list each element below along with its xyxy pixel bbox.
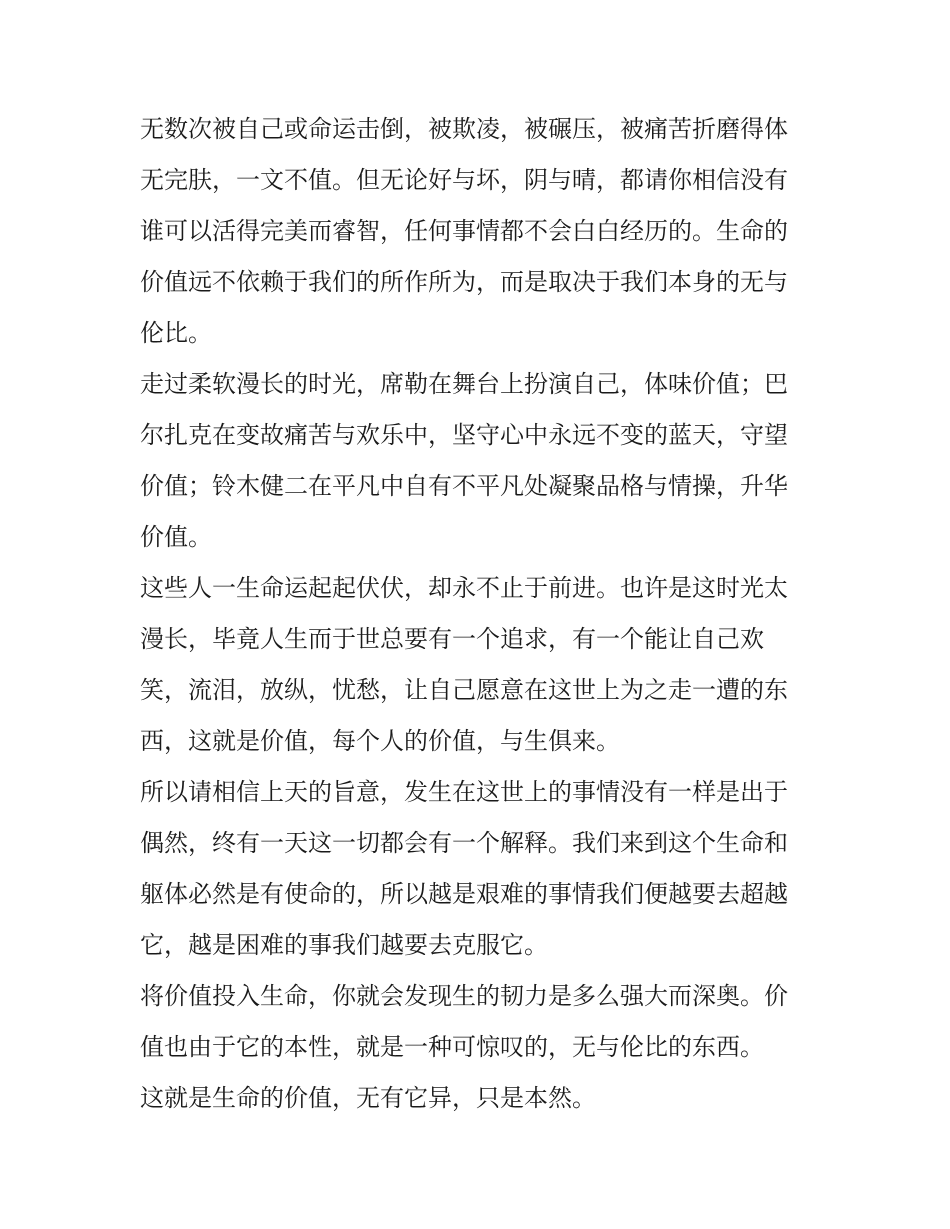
text-line: 尔扎克在变故痛苦与欢乐中，坚守心中永远不变的蓝天，守望 (140, 421, 788, 449)
text-line: 价值。 (140, 523, 212, 551)
text-line: 笑，流泪，放纵，忧愁，让自己愿意在这世上为之走一遭的东 (140, 676, 788, 704)
text-line: 走过柔软漫长的时光，席勒在舞台上扮演自己，体味价值；巴 (140, 370, 788, 398)
text-line: 偶然，终有一天这一切都会有一个解释。我们来到这个生命和 (140, 829, 788, 857)
text-line: 漫长，毕竟人生而于世总要有一个追求，有一个能让自己欢 (140, 625, 764, 653)
text-line: 这就是生命的价值，无有它异，只是本然。 (140, 1084, 596, 1112)
text-line: 这些人一生命运起起伏伏，却永不止于前进。也许是这时光太 (140, 574, 788, 602)
text-line: 西，这就是价值，每个人的价值，与生俱来。 (140, 727, 620, 755)
body-text (140, 104, 812, 1124)
text-line: 它，越是困难的事我们越要去克服它。 (140, 931, 548, 959)
text-line: 躯体必然是有使命的，所以越是艰难的事情我们便越要去超越 (140, 880, 788, 908)
text-line: 价值远不依赖于我们的所作所为，而是取决于我们本身的无与 (140, 268, 788, 296)
text-line: 伦比。 (140, 319, 212, 347)
text-line: 无完肤，一文不值。但无论好与坏，阴与晴，都请你相信没有 (140, 166, 788, 194)
text-line: 值也由于它的本性，就是一种可惊叹的，无与伦比的东西。 (140, 1033, 764, 1061)
text-line: 将价值投入生命，你就会发现生的韧力是多么强大而深奥。价 (140, 982, 788, 1010)
text-line: 谁可以活得完美而睿智，任何事情都不会白白经历的。生命的 (140, 217, 788, 245)
text-line: 价值；铃木健二在平凡中自有不平凡处凝聚品格与情操，升华 (140, 472, 788, 500)
text-line: 所以请相信上天的旨意，发生在这世上的事情没有一样是出于 (140, 778, 788, 806)
text-line: 无数次被自己或命运击倒，被欺凌，被碾压，被痛苦折磨得体 (140, 115, 788, 143)
